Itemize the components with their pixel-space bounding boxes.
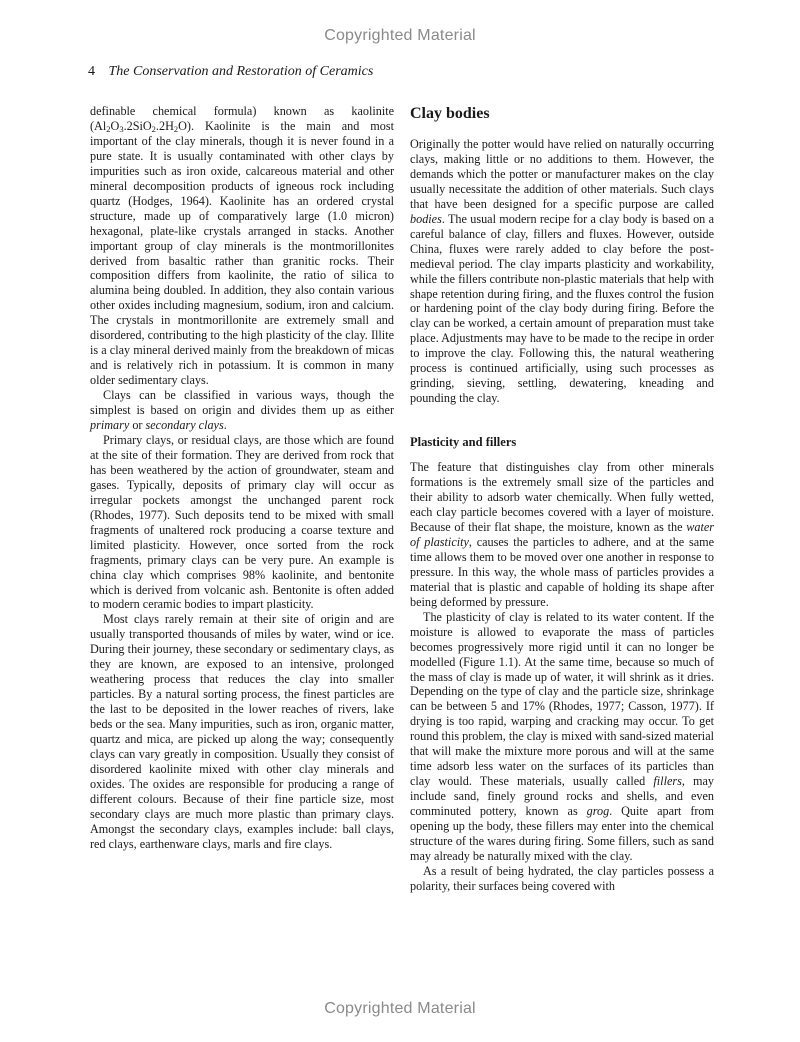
- right-column: [410, 104, 714, 894]
- paragraph-primary-clays: Primary clays, or residual clays, are those which are found at the site of their formation. They are derived from rock that has been weathered by the action of groundwater, steam and gases. Typically, deposits of primary clay will occur as irregular pockets amongst the unchanged parent rock (Rhodes, 1977). Such deposits tend to be mixed with small fragments of unaltered rock producing a coarse texture and limited plasticity. However, once sorted from the rock fragments, primary clays can be very pure. An example is china clay which comprises 98% kaolinite, and bentonite which is derived from volcanic ash. Bentonite is often added to modern ceramic bodies to impart plasticity.: [90, 432, 394, 612]
- section-heading-clay-bodies: Clay bodies: [410, 105, 490, 122]
- subsection-heading-plasticity: Plasticity and fillers: [410, 435, 517, 450]
- copyright-watermark-top: Copyrighted Material: [324, 27, 476, 44]
- copyright-watermark-bottom: Copyrighted Material: [324, 1000, 476, 1017]
- paragraph-clay-bodies: Originally the potter would have relied on naturally occurring clays, making little or no additions to them. However, the demands which the potter or manufacturer makes on the clay usually necessitate the addition of other materials. Such clays that have been designed for a specific purpose are called bodies. The usual modern recipe for a clay body is based on a careful balance of clay, fillers and fluxes. However, outside China, fluxes were rarely added to clay before the post-medieval period. The clay imparts plasticity and workability, while the fillers contribute non-plastic materials that help with shape retention during firing, and the fluxes control the fusion or hardening point of the clay body during firing. Before the clay can be worked, a certain amount of preparation must take place. Adjustments may have to be made to the recipe in order to improve the clay. Following this, the natural weathering process is continued artificially, using such processes as grinding, sieving, settling, dewatering, kneading and pounding the clay.: [410, 137, 714, 406]
- running-head: [88, 64, 373, 80]
- running-title: The Conservation and Restoration of Ceramics: [108, 64, 374, 79]
- left-column: [90, 104, 394, 852]
- paragraph-secondary-clays: Most clays rarely remain at their site of origin and are usually transported thousands of miles by water, wind or ice. During their journey, these secondary or sedimentary clays, as they are known, are exposed to an intensive, prolonged weathering process that reduces the clay into smaller particles. By a natural sorting process, the finest particles are the last to be deposited in the lower reaches of rivers, lake beds or the sea. Many impurities, such as iron, organic matter, quartz and mica, are picked up along the way; consequently clays can vary greatly in composition. Usually they consist of disordered kaolinite mixed with other clay minerals and oxides. The oxides are responsible for producing a range of different colours. Because of their fine particle size, most secondary clays are much more plastic than primary clays. Amongst the secondary clays, examples include: ball clays, red clays, earthenware clays, marls and fire clays.: [90, 612, 394, 851]
- page-number: 4: [88, 64, 95, 79]
- paragraph-polarity: As a result of being hydrated, the clay particles possess a polarity, their surfaces being covered with: [410, 863, 714, 893]
- paragraph-water-content: The plasticity of clay is related to its water content. If the moisture is allowed to evaporate the mass of particles becomes progressively more rigid until it can no longer be modelled (Figure 1.1). At the same time, because so much of the mass of clay is made up of water, it will shrink as it dries. Depending on the type of clay and the particle size, shrinkage can be between 5 and 17% (Rhodes, 1977; Casson, 1977). If drying is too rapid, warping and cracking may occur. To get round this problem, the clay is mixed with sand-sized material that will make the mixture more porous and will at the same time adsorb less water on the surfaces of its particles than clay would. These materials, usually called fillers, may include sand, finely ground rocks and shells, and even comminuted pottery, known as grog. Quite apart from opening up the body, these fillers may enter into the chemical structure of the wares during firing. Some fillers, such as sand may already be naturally mixed with the clay.: [410, 609, 715, 863]
- paragraph-plasticity: The feature that distinguishes clay from other minerals formations is the extremely small size of the particles and their ability to adsorb water chemically. When fully wetted, each clay particle becomes covered with a layer of moisture. Because of their flat shape, the moisture, known as the water of plasticity, causes the particles to adhere, and at the same time allows them to be moved over one another in response to pressure. In this way, the whole mass of particles provides a material that is plastic and capable of holding its shape after being deformed by pressure.: [410, 460, 714, 609]
- paragraph-classification: Clays can be classified in various ways, though the simplest is based on origin and divides them up as either primary or secondary clays.: [90, 388, 394, 433]
- paragraph-kaolinite: definable chemical formula) known as kaolinite $(Al_2O_3.2SiO_2.2H_2O)$. Kaolinite is the main and most important of the clay minerals, though it is never found in a pure state. It is usually contaminated with other clays by impurities such as iron oxide, calcareous material and other mineral decomposition products of igneous rock including quartz (Hodges, 1964). Kaolinite has an ordered crystal structure, made up of comparatively large (1.0 micron) hexagonal, plate-like crystals arranged in stacks. Another important group of clay minerals is the montmorillonites derived from basaltic rather than granitic rocks. Their composition differs from kaolinite, the ratio of silica to alumina being doubled. In addition, they also contain various other oxides including magnesium, sodium, iron and calcium. The crystals in montmorillonite are extremely small and disordered, contributing to the high plasticity of the clay. Illite is a clay mineral derived mainly from the breakdown of micas and is relatively rich in potassium. It is common in many older sedimentary clays.: [90, 104, 394, 388]
